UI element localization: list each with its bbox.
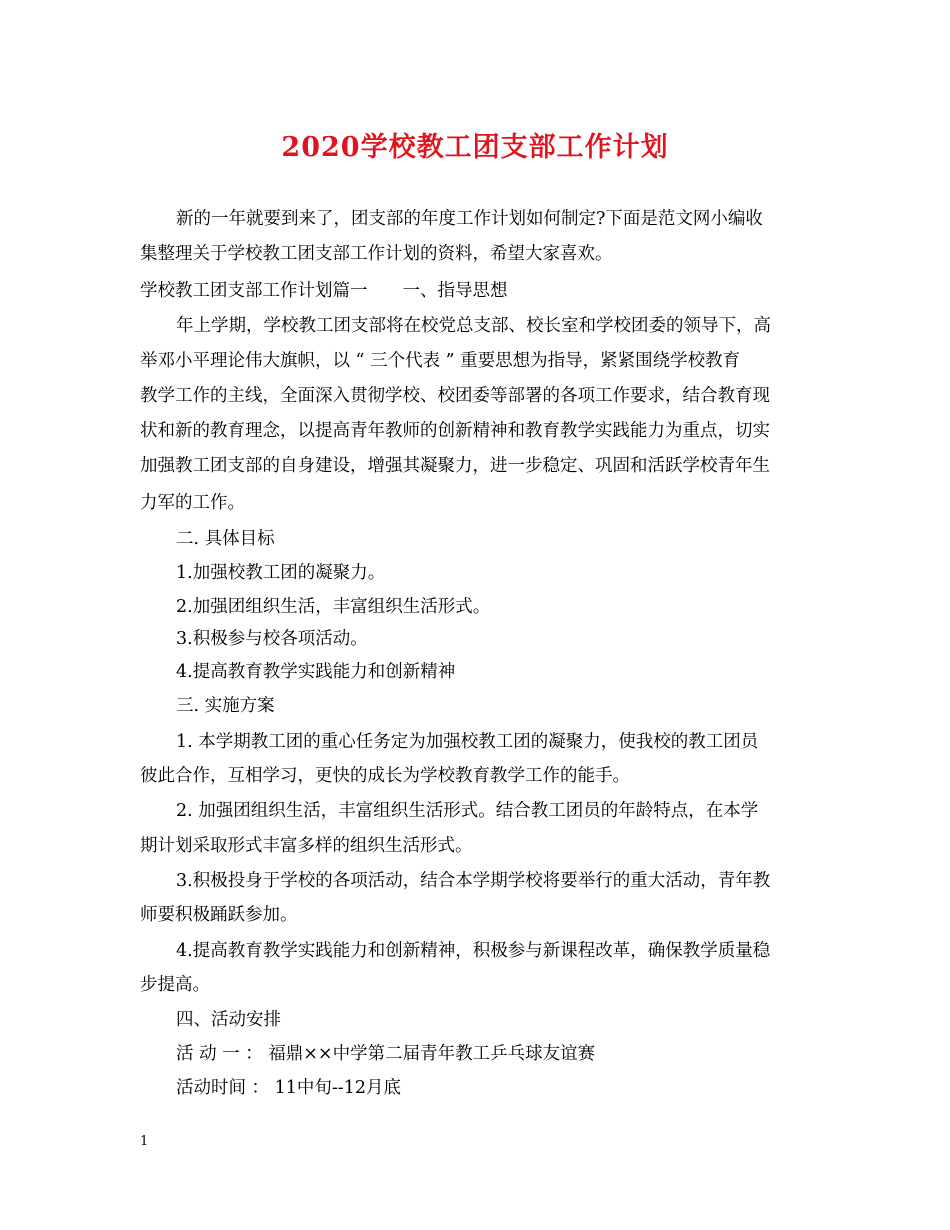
text-line: 1. 本学期教工团的重心任务定为加强校教工团的凝聚力，使我校的教工团员 xyxy=(176,732,759,752)
text-line: 3.积极投身于学校的各项活动，结合本学期学校将要举行的重大活动，青年教 xyxy=(176,871,771,891)
section-heading: 二. 具体目标 xyxy=(176,529,275,549)
text-line: 彼此合作，互相学习，更快的成长为学校教育教学工作的能手。 xyxy=(140,766,630,786)
list-item: 1.加强校教工团的凝聚力。 xyxy=(176,563,386,583)
text-line: 活动时间 ： 11中旬--12月底 xyxy=(176,1078,401,1098)
text-line: 师要积极踊跃参加。 xyxy=(140,905,298,925)
text-line: 集整理关于学校教工团支部工作计划的资料，希望大家喜欢。 xyxy=(140,244,613,264)
text-line: 举邓小平理论伟大旗帜，以 “ 三个代表 ” 重要思想为指导，紧紧围绕学校教育 xyxy=(140,351,741,371)
section-heading: 四、活动安排 xyxy=(176,1010,281,1030)
list-item: 2.加强团组织生活，丰富组织生活形式。 xyxy=(176,597,491,617)
text-line: 4.提高教育教学实践能力和创新精神，积极参与新课程改革，确保教学质量稳 xyxy=(176,941,771,961)
document-title: 2020学校教工团支部工作计划 xyxy=(281,132,669,163)
text-line: 期计划采取形式丰富多样的组织生活形式。 xyxy=(140,836,473,856)
text-line: 活 动 一 ： 福鼎××中学第二届青年教工乒乓球友谊赛 xyxy=(176,1044,596,1064)
text-line: 教学工作的主线，全面深入贯彻学校、校团委等部署的各项工作要求，结合教育现 xyxy=(140,386,770,406)
list-item: 3.积极参与校各项活动。 xyxy=(176,629,368,649)
text-line: 加强教工团支部的自身建设，增强其凝聚力，进一步稳定、巩固和活跃学校青年生 xyxy=(140,456,770,476)
text-line: 2. 加强团组织生活，丰富组织生活形式。结合教工团员的年龄特点，在本学 xyxy=(176,801,759,821)
section-heading: 学校教工团支部工作计划篇一 一、指导思想 xyxy=(140,281,508,301)
text-line: 新的一年就要到来了，团支部的年度工作计划如何制定?下面是范文网小编收 xyxy=(176,209,763,229)
text-line: 年上学期，学校教工团支部将在校党总支部、校长室和学校团委的领导下，高 xyxy=(176,316,771,336)
text-line: 步提高。 xyxy=(140,975,210,995)
page-number: 1 xyxy=(140,1134,149,1149)
section-heading: 三. 实施方案 xyxy=(176,696,275,716)
text-line: 力军的工作。 xyxy=(140,493,245,513)
text-line: 状和新的教育理念，以提高青年教师的创新精神和教育教学实践能力为重点，切实 xyxy=(140,421,770,441)
list-item: 4.提高教育教学实践能力和创新精神 xyxy=(176,662,456,682)
